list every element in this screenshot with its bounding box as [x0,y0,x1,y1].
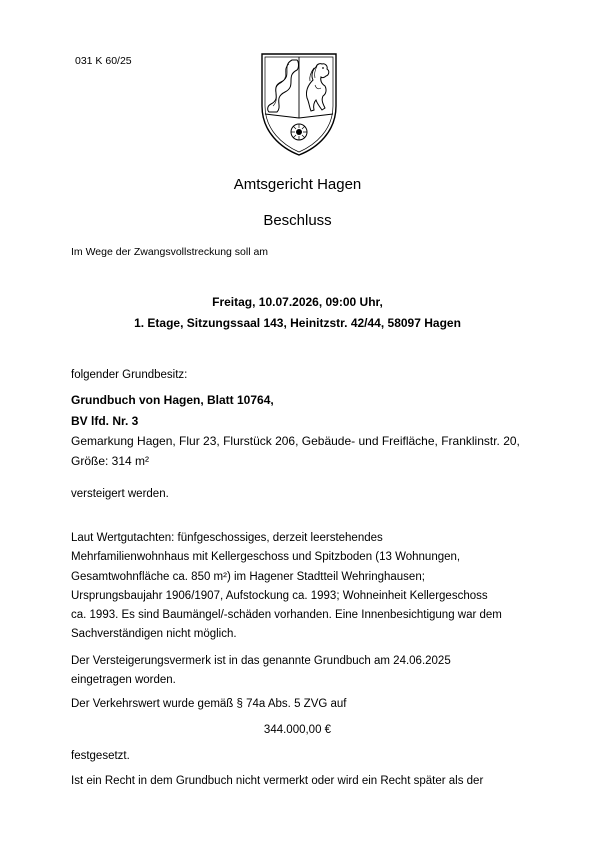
value-intro: Der Verkehrswert wurde gemäß § 74a Abs. 5 ZVG auf [71,698,347,710]
auction-phrase: versteigert werden. [71,488,169,500]
auction-date-time: Freitag, 10.07.2026, 09:00 Uhr, [212,295,383,309]
coat-of-arms-icon [259,48,339,158]
registration-line: eingetragen worden. [71,674,176,687]
registration-line: Der Versteigerungsvermerk ist in das genannte Grundbuch am 24.06.2025 [71,655,451,667]
intro-text: Im Wege der Zwangsvollstreckung soll am [71,246,269,258]
registration-paragraph [71,652,531,691]
appraisal-line: ca. 1993. Es sind Baumängel/-schäden vorhanden. Eine Innenbesichtigung war dem [71,609,502,622]
appraisal-paragraph [71,529,531,645]
appraisal-line: Laut Wertgutachten: fünfgeschossiges, derzeit leerstehendes [71,532,383,544]
appraisal-line: Gesamtwohnfläche ca. 850 m²) im Hagener Stadtteil Wehringhausen; [71,570,425,583]
document-heading: Beschluss [263,212,332,229]
court-name: Amtsgericht Hagen [233,176,362,193]
closing-line: Ist ein Recht in dem Grundbuch nicht vermerkt oder wird ein Recht später als der [71,775,484,787]
auction-location: 1. Etage, Sitzungssaal 143, Heinitzstr. 42/44, 58097 Hagen [134,316,461,330]
case-number: 031 K 60/25 [75,55,132,67]
parcel-description: Gemarkung Hagen, Flur 23, Flurstück 206, Gebäude- und Freifläche, Franklinstr. 20, [71,434,520,448]
value-outro: festgesetzt. [71,750,130,762]
appraisal-line: Sachverständigen nicht möglich. [71,628,237,641]
property-intro: folgender Grundbesitz: [71,369,188,381]
property-size: Größe: 314 m² [71,454,150,468]
appraisal-line: Mehrfamilienwohnhaus mit Kellergeschoss und Spitzboden (13 Wohnungen, [71,551,461,564]
land-register: Grundbuch von Hagen, Blatt 10764, [71,393,274,407]
appraisal-line: Ursprungsbaujahr 1906/1907, Aufstockung ca. 1993; Wohneinheit Kellergeschoss [71,589,488,602]
bv-number: BV lfd. Nr. 3 [71,414,139,428]
market-value: 344.000,00 € [263,724,332,736]
